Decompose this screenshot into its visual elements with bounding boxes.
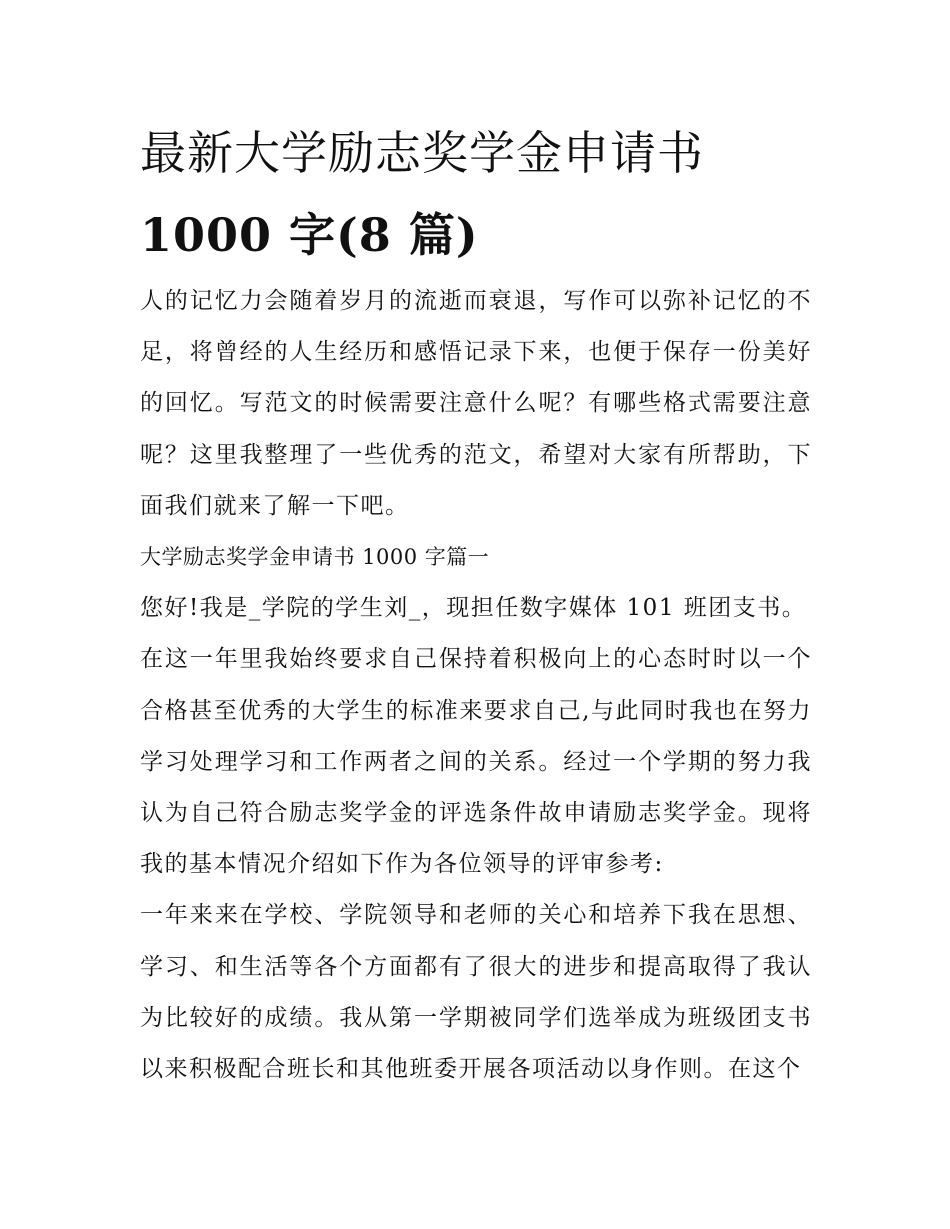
document-body <box>140 276 812 1095</box>
title-line-2: 1000 字(8 篇) <box>140 208 479 262</box>
intro-paragraph: 人的记忆力会随着岁月的流逝而衰退，写作可以弥补记忆的不足，将曾经的人生经历和感悟记录下来，也便于保存一份美好的回忆。写范文的时候需要注意什么呢？有哪些格式需要注意呢？这里我整理了一些优秀的范文，希望对大家有所帮助，下面我们就来了解一下吧。 <box>140 288 812 519</box>
document-title <box>140 112 820 276</box>
title-line-1: 最新大学励志奖学金申请书 <box>140 126 704 180</box>
greeting-paragraph: 您好!我是_学院的学生刘_，现担任数字媒体 101 班团支书。 <box>140 595 807 622</box>
section-heading: 大学励志奖学金申请书 1000 字篇一 <box>140 545 490 570</box>
body-paragraph-1: 在这一年里我始终要求自己保持着积极向上的心态时时以一个合格甚至优秀的大学生的标准来要求自己,与此同时我也在努力学习处理学习和工作两者之间的关系。经过一个学期的努力我认为自己符合励志奖学金的评选条件故申请励志奖学金。现将我的基本情况介绍如下作为各位领导的评审参考: <box>140 646 812 878</box>
body-paragraph-2: 一年来来在学校、学院领导和老师的关心和培养下我在思想、学习、和生活等各个方面都有了很大的进步和提高取得了我认为比较好的成绩。我从第一学期被同学们选举成为班级团支书以来积极配合班长和其他班委开展各项活动以身作则。在这个 <box>140 902 812 1083</box>
